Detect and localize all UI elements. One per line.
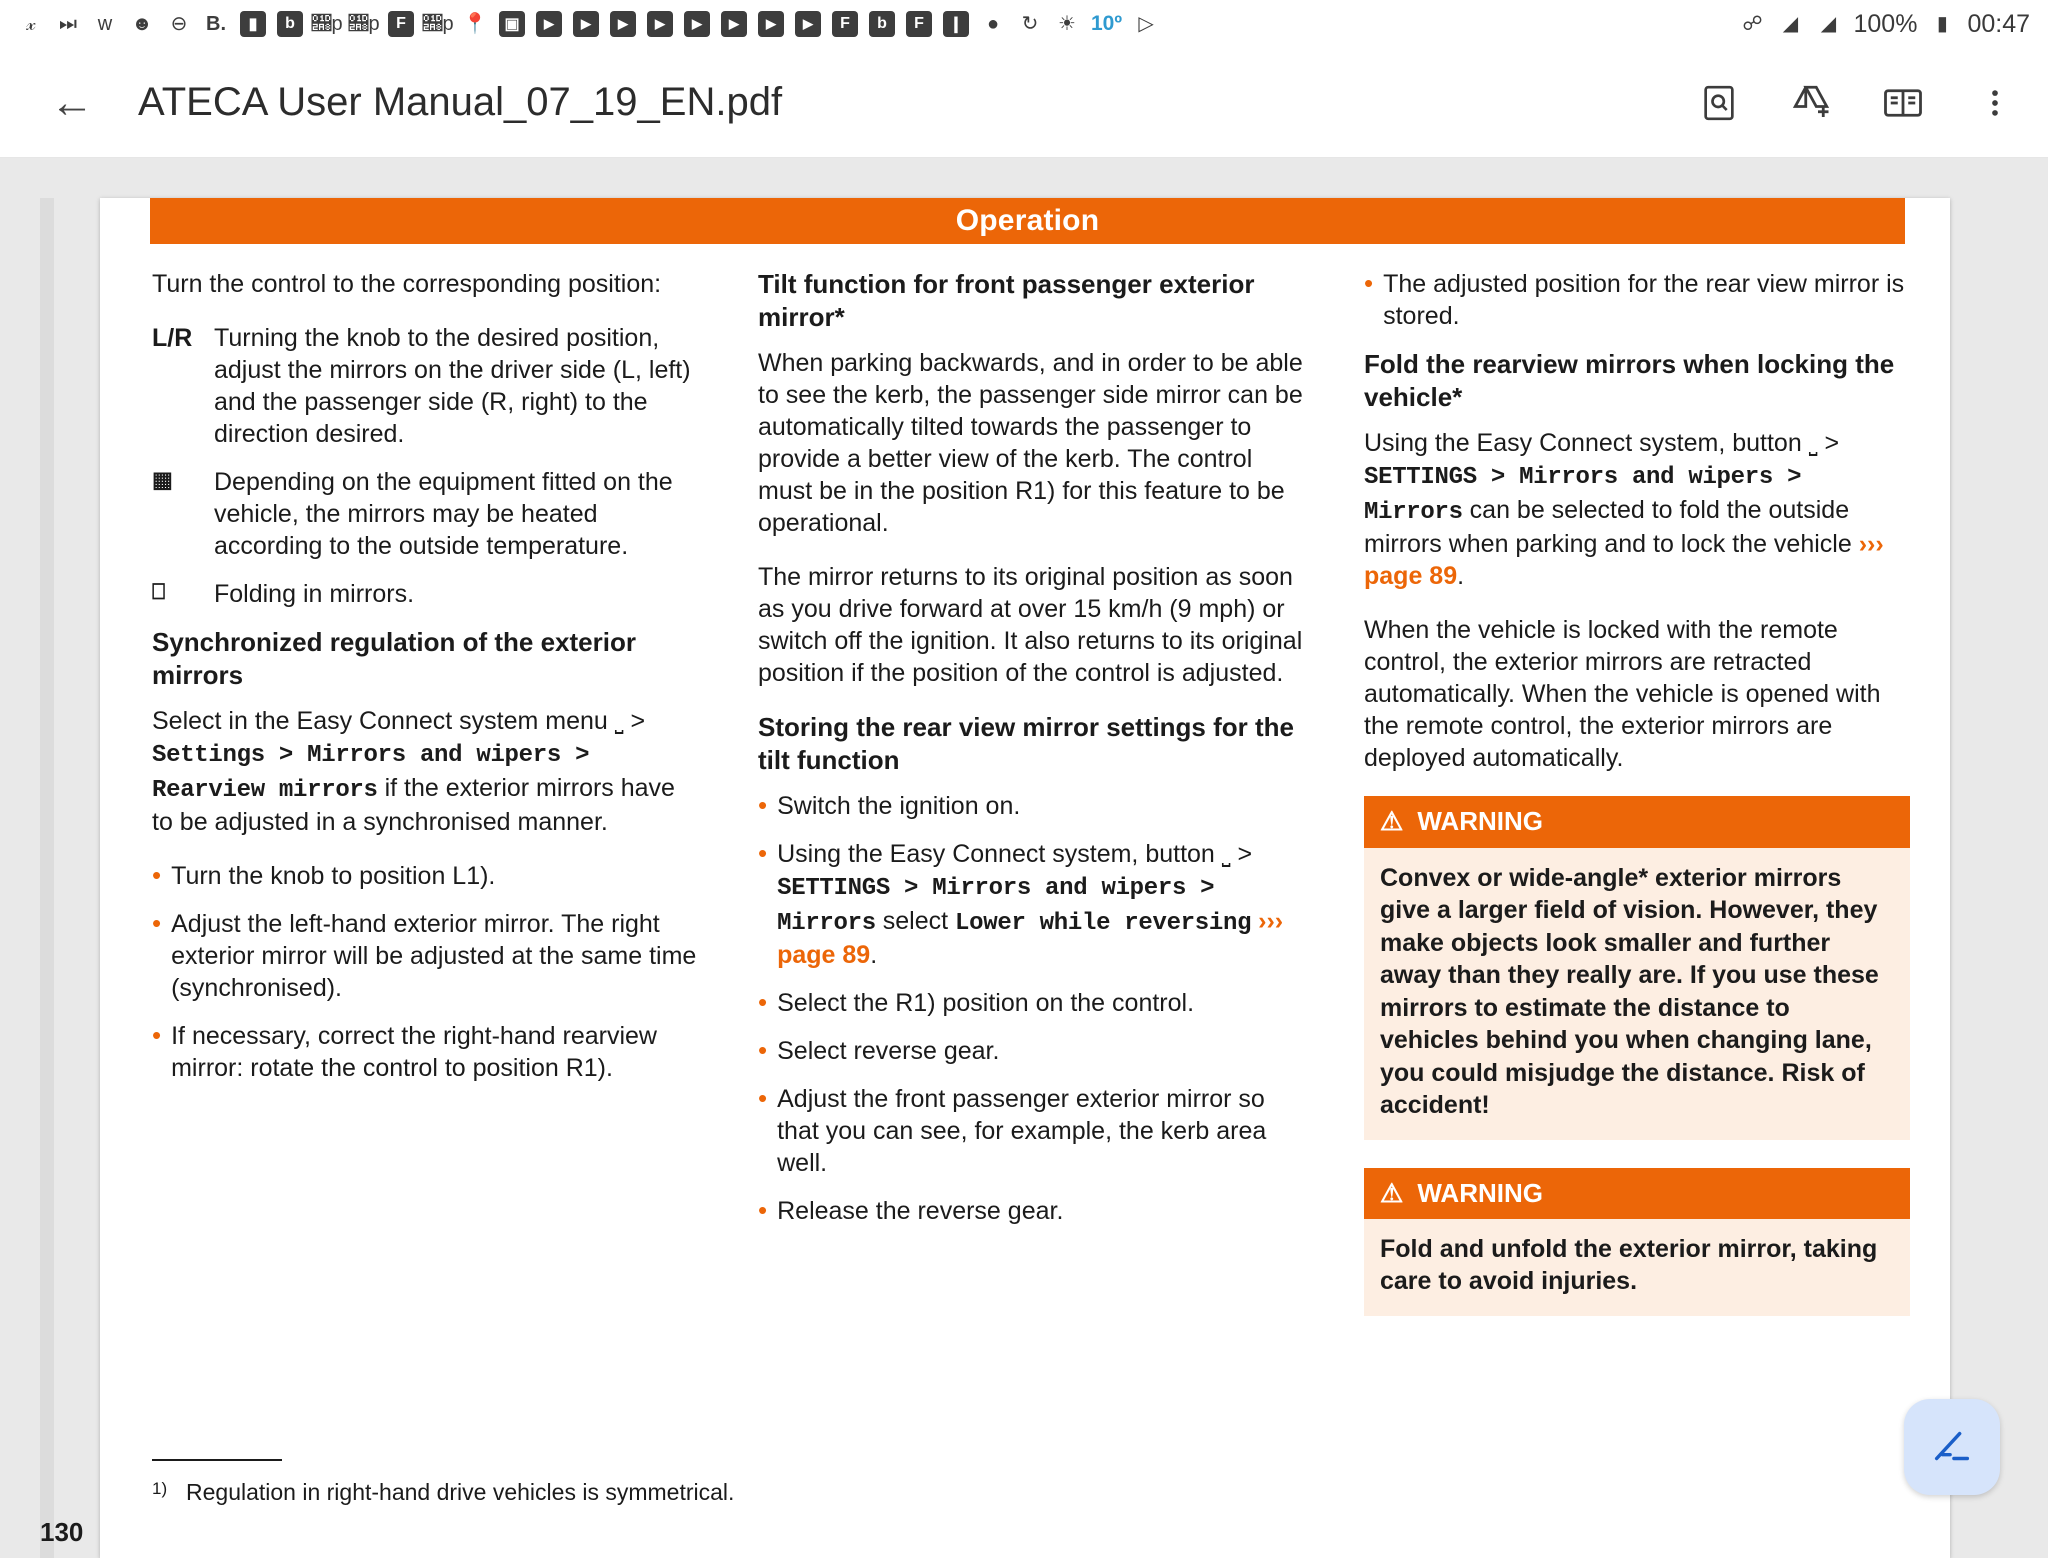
f-box-icon-3: F — [906, 11, 932, 37]
play-box-icon-8 — [795, 11, 821, 37]
wp-icon-2: 𝊨p — [348, 13, 380, 35]
view-mode-icon[interactable] — [1880, 80, 1926, 126]
definition-text: Folding in mirrors. — [214, 580, 415, 608]
w-icon: w — [97, 13, 113, 35]
list-item — [758, 790, 1304, 822]
pdf-page — [40, 198, 1950, 1558]
list-item — [758, 1035, 1304, 1067]
col2-heading-1: Tilt function for front passenger exterior mirror* — [758, 269, 1255, 332]
col1-para-tail: if the exterior mirrors have to be adjusted in a synchronised manner. — [152, 773, 675, 837]
col2-b2-lead: Using the Easy Connect system, button — [777, 840, 1215, 868]
list-item-text: Adjust the front passenger exterior mirror so that you can see, for example, the kerb area well. — [777, 1085, 1267, 1178]
list-item-text: Select the R1) position on the control. — [777, 989, 1195, 1018]
list-item-text: Adjust the left-hand exterior mirror. The right exterior mirror will be adjusted at the same time (synchronised). — [171, 910, 697, 1003]
list-item-text: Switch the ignition on. — [777, 792, 1021, 820]
col3-p1-lead: Using the Easy Connect system, button — [1364, 429, 1802, 457]
warning-text: Fold and unfold the exterior mirror, taking care to avoid injuries. — [1364, 1219, 1910, 1316]
column-2 — [758, 268, 1304, 1344]
col2-paragraph-1: When parking backwards, and in order to be able to see the kerb, the passenger side mirror can be automatically tilted towards the passenger to provide a better view of the kerb. The control must be in the position R1) for this feature to be operational. — [758, 349, 1303, 537]
page-reference[interactable]: ››› page 89 — [777, 906, 1284, 970]
car-menu-icon: ⎵ — [1221, 842, 1231, 867]
col3-paragraph-1: Using the Easy Connect system, button ⎵ > SETTINGS > Mirrors and wipers > Mirrors can be selected to fold the outside mirrors when parking and to lock the vehicle ››› page 89. — [1364, 429, 1884, 591]
bullet-dot: • — [758, 987, 768, 1018]
warning-text: Convex or wide-angle* exterior mirrors give a larger field of vision. However, they make objects look smaller and further away than they really are. If you use these mirrors to estimate the distance to vehicles behind you when changing lane, you could misjudge the distance. Risk of accident! — [1364, 848, 1910, 1140]
list-item-text: Release the reverse gear. — [777, 1197, 1064, 1226]
warning-title: WARNING — [1417, 806, 1543, 837]
folding-mirror-icon: ⎕ — [152, 579, 166, 604]
warning-title: WARNING — [1417, 1177, 1543, 1208]
b-box-icon: b — [277, 11, 303, 37]
battery-percentage: 100% — [1853, 9, 1918, 38]
list-item-text: The adjusted position for the rear view mirror is stored. — [1383, 270, 1905, 330]
col2-b2-mid: select — [882, 906, 949, 935]
app-bar — [0, 48, 2048, 158]
page-title: ATECA User Manual_07_19_EN.pdf — [138, 80, 783, 124]
page-left-edge — [40, 198, 54, 1558]
folder-icon: ▮ — [240, 11, 266, 37]
bullet-dot: • — [758, 1035, 768, 1066]
dot-icon: ● — [986, 13, 1000, 35]
definition-text: Depending on the equipment fitted on the vehicle, the mirrors may be heated according to the outside temperature. — [214, 468, 673, 560]
bullet-dot: • — [758, 1195, 768, 1226]
heated-mirror-icon: ▦ — [152, 467, 173, 492]
play-box-icon-6 — [721, 11, 747, 37]
column-3 — [1364, 268, 1910, 1344]
play-store-icon: ▷ — [1138, 13, 1154, 35]
back-arrow-icon[interactable]: ← — [50, 77, 94, 127]
list-item-text: If necessary, correct the right-hand rearview mirror: rotate the control to position R1). — [171, 1022, 657, 1083]
f-box-icon-2: F — [832, 11, 858, 37]
col2-b2-selection: Lower while reversing — [955, 909, 1252, 937]
f-box-icon: F — [388, 11, 414, 37]
play-box-icon-3 — [610, 11, 636, 37]
play-box-icon-2 — [573, 11, 599, 37]
bullet-dot: • — [152, 1020, 162, 1051]
wifi-icon: ◢ — [1782, 13, 1799, 35]
definition-row — [152, 578, 698, 610]
t-logo-icon: 𝓍 — [26, 13, 36, 35]
app-bar-actions — [1696, 80, 2018, 126]
do-not-disturb-icon: ⊖ — [170, 13, 188, 35]
col2-b2-path: SETTINGS > Mirrors and wipers > Mirrors — [777, 875, 1215, 937]
wp-icon: 𝊨p — [311, 13, 343, 35]
list-item — [1364, 268, 1910, 332]
list-item-text: Turn the knob to position L1). — [171, 862, 496, 891]
overflow-menu-icon[interactable] — [1972, 80, 2018, 126]
image-icon: ▣ — [499, 11, 525, 37]
warning-triangle-icon: ⚠ — [1380, 1177, 1404, 1208]
col2-heading-2: Storing the rear view mirror settings for the tilt function — [758, 712, 1294, 775]
clock: 00:47 — [1967, 9, 2030, 38]
status-notification-icons — [18, 11, 1739, 37]
play-box-icon-4 — [647, 11, 673, 37]
annotate-fab[interactable] — [1904, 1399, 2000, 1495]
car-menu-icon: ⎵ — [614, 709, 624, 734]
page-reference[interactable]: ››› page 89 — [1364, 530, 1884, 591]
warning-header — [1364, 796, 1910, 847]
warning-box — [1364, 1168, 1910, 1316]
col1-menu-path: Settings > Mirrors and wipers > Rearview mirrors — [152, 742, 590, 804]
definition-term: L/R — [152, 324, 193, 352]
pause-icon: ❙ — [943, 11, 969, 37]
play-box-icon-7 — [758, 11, 784, 37]
bullet-dot: • — [758, 1083, 768, 1114]
list-item-text: Select reverse gear. — [777, 1037, 1000, 1066]
col3-p1-tail: can be selected to fold the outside mirrors when parking and to lock the vehicle — [1364, 495, 1852, 559]
warning-header — [1364, 1168, 1910, 1219]
brightness-icon: ☀ — [1058, 13, 1076, 35]
status-system-icons — [1739, 10, 2030, 39]
smiley-icon: ☻ — [131, 13, 153, 35]
column-1 — [152, 268, 698, 1344]
list-item — [152, 860, 698, 892]
car-menu-icon: ⎵ — [1808, 431, 1818, 456]
bluetooth-icon: ☍ — [1742, 13, 1763, 35]
signal-icon: ◢ — [1820, 13, 1837, 35]
location-pin-icon: 📍 — [462, 13, 488, 35]
bullet-dot: • — [1364, 268, 1374, 298]
definition-text: Turning the knob to the desired position, adjust the mirrors on the driver side (L, left) and the passenger side (R, right) to the direction desired. — [214, 324, 691, 448]
pdf-viewer[interactable] — [0, 158, 2048, 1547]
col1-heading: Synchronized regulation of the exterior mirrors — [152, 627, 636, 690]
play-box-icon-5 — [684, 11, 710, 37]
footnote — [152, 1459, 752, 1506]
definition-row — [152, 322, 698, 450]
col2-paragraph-2: The mirror returns to its original position as soon as you drive forward at over 15 km/h (9 mph) or switch off the ignition. It also returns to its original position if the position of the control is adjusted. — [758, 563, 1303, 687]
col3-paragraph-2: When the vehicle is locked with the remote control, the exterior mirrors are retracted automatically. When the vehicle is opened with the remote control, the exterior mirrors are deployed automatically. — [1364, 616, 1881, 773]
footnote-divider — [152, 1459, 282, 1461]
list-item — [152, 1020, 698, 1084]
list-item — [758, 987, 1304, 1019]
bullet-dot: • — [758, 790, 768, 820]
battery-icon: ▮ — [1936, 13, 1948, 35]
footnote-marker: 1) — [152, 1479, 168, 1498]
play-box-icon-1 — [536, 11, 562, 37]
b-box-icon-2: b — [869, 11, 895, 37]
col3-heading-1: Fold the rearview mirrors when locking the vehicle* — [1364, 349, 1895, 412]
col1-menu-paragraph: Select in the Easy Connect system menu ⎵ > Settings > Mirrors and wipers > Rearview mirrors if the exterior mirrors have to be adjusted in a synchronised manner. — [152, 707, 675, 837]
search-icon[interactable] — [1696, 80, 1742, 126]
list-item-text: Using the Easy Connect system, button ⎵ > SETTINGS > Mirrors and wipers > Mirrors select Lower while reversing ››› page 89. — [777, 840, 1284, 970]
warning-box — [1364, 796, 1910, 1139]
list-item — [758, 1195, 1304, 1227]
bullet-dot: • — [758, 838, 768, 868]
sync-icon: ↻ — [1021, 13, 1039, 35]
page-header-band: Operation — [150, 198, 1905, 244]
warning-triangle-icon: ⚠ — [1380, 806, 1404, 837]
list-item — [758, 1083, 1304, 1179]
col1-intro: Turn the control to the corresponding position: — [152, 270, 662, 298]
list-item — [758, 838, 1304, 971]
col1-para-lead: Select in the Easy Connect system menu — [152, 707, 608, 735]
temperature-indicator: 10º — [1091, 12, 1123, 35]
bullet-dot: • — [152, 860, 162, 891]
definition-row — [152, 466, 698, 562]
wp-icon-3: 𝊨p — [422, 13, 454, 35]
save-to-drive-icon[interactable] — [1788, 80, 1834, 126]
b-icon: B. — [206, 13, 226, 35]
status-bar — [0, 0, 2048, 48]
list-item — [152, 908, 698, 1004]
col3-menu-path: SETTINGS > Mirrors and wipers > Mirrors — [1364, 464, 1802, 526]
page-columns — [152, 268, 1910, 1344]
footnote-text: Regulation in right-hand drive vehicles is symmetrical. — [186, 1479, 735, 1505]
page-number: 130 — [40, 1517, 84, 1547]
bullet-dot: • — [152, 908, 162, 939]
media-play-icon: ⏭ — [59, 13, 77, 35]
